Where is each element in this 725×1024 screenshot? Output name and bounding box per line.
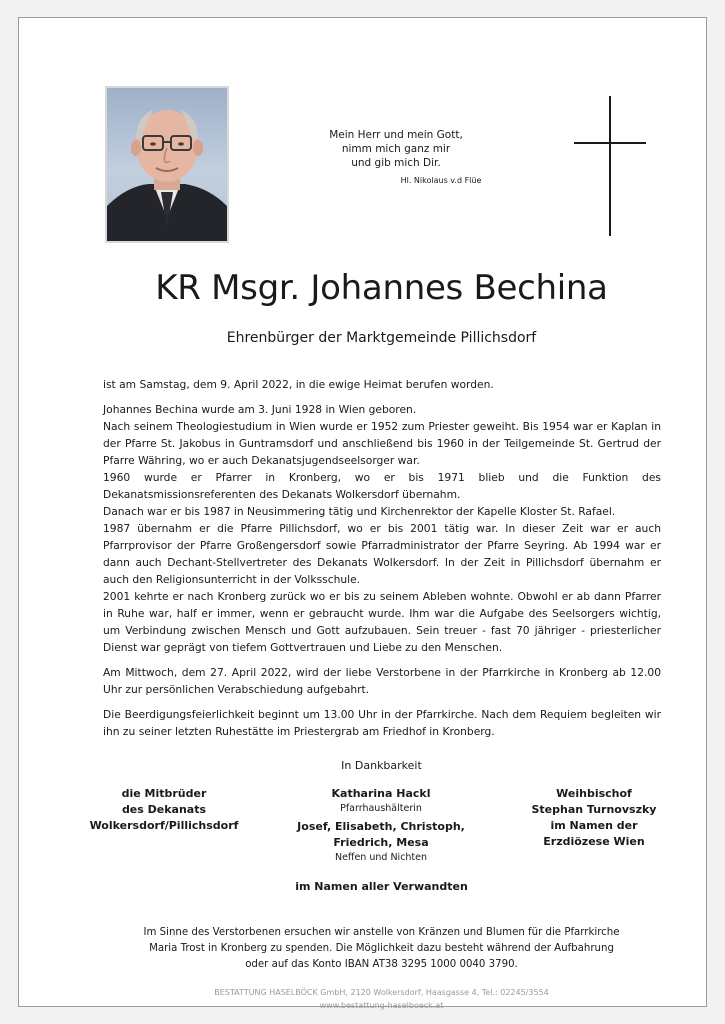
intro-paragraph: ist am Samstag, dem 9. April 2022, in die ewige Heimat berufen worden. — [103, 378, 494, 391]
mourners-middle — [281, 786, 481, 864]
cross-icon — [574, 96, 646, 236]
website-link[interactable]: www.bestattung-haselboeck.at — [319, 1001, 444, 1010]
honorary-title: Ehrenbürger der Marktgemeinde Pillichsdorf — [226, 330, 537, 346]
mourner-line: die Mitbrüder — [121, 787, 207, 800]
mourner-name: Katharina Hackl — [331, 787, 431, 800]
funeral-paragraph: Die Beerdigungsfeierlichkeit beginnt um 13.00 Uhr in der Pfarrkirche. Nach dem Requiem begleiten wir ihn zu seiner letzten Ruhestätte im Priestergrab am Friedhof in Kronberg. — [103, 708, 661, 738]
biography-paragraph — [103, 401, 661, 656]
biography-line: 2001 kehrte er nach Kronberg zurück wo er bis zu seinem Ableben wohnte. Obwohl er ab dann Pfarrer in Ruhe war, half er immer, wenn er gebraucht wurde. Ihm war die Aufgabe des Seelsorgers wichtig, um Verbindung zwischen Mensch und Gott aufzubauen. Sein treuer - fast 70 jähriger - priesterlicher Dienst war geprägt von tiefem Gottvertrauen und Liebe zu den Menschen. — [103, 590, 661, 654]
biography-line: 1960 wurde er Pfarrer in Kronberg, wo er bis 1971 blieb und die Funktion des Dekanatsmissionsreferenten des Dekanats Wolkersdorf übernahm. — [103, 471, 661, 501]
quote-line: nimm mich ganz mir — [341, 143, 451, 155]
viewing-paragraph: Am Mittwoch, dem 27. April 2022, wird der liebe Verstorbene in der Pfarrkirche in Kronberg ab 12.00 Uhr zur persönlichen Verabschiedung aufgebahrt. — [103, 666, 661, 696]
mourner-line: Weihbischof — [556, 787, 632, 800]
company-address: BESTATTUNG HASELBÖCK GmbH, 2120 Wolkersdorf, Haasgasse 4, Tel.: 02245/3554 — [214, 988, 549, 997]
mourner-line: des Dekanats — [121, 803, 207, 816]
thanks-heading: In Dankbarkeit — [341, 759, 422, 772]
biography-line: Johannes Bechina wurde am 3. Juni 1928 in Wien geboren. — [103, 403, 417, 416]
donation-note — [119, 925, 644, 973]
mourner-line: im Namen der — [550, 819, 638, 832]
obituary-card — [18, 17, 707, 1010]
mourners-right — [509, 786, 679, 850]
quote-line: und gib mich Dir. — [351, 157, 441, 169]
mourner-line: Erzdiözese Wien — [543, 835, 645, 848]
mourner-name: Friedrich, Mesa — [333, 836, 429, 849]
biography-line: 1987 übernahm er die Pfarre Pillichsdorf, wo er bis 2001 tätig war. In dieser Zeit war er auch Pfarrprovisor der Pfarre Großengersdorf sowie Pfarradministrator der Pfarre Seyring. Ab 1994 war er dann auch Dechant-Stellvertreter des Dekanats Wolkersdorf. In der Zeit in Pillichsdorf übernahm er auch den Religionsunterricht in der Volksschule. — [103, 522, 661, 586]
donation-line: Im Sinne des Verstorbenen ersuchen wir anstelle von Kränzen und Blumen für die Pfarrkirche — [143, 927, 620, 938]
biography-line: Nach seinem Theologiestudium in Wien wurde er 1952 zum Priester geweiht. Bis 1954 war er Kaplan in der Pfarre St. Jakobus in Guntramsdorf und anschließend bis 1960 in der Teilgemeinde St. Gertrud der Pfarre Währing, wo er auch Dekanatsjugendseelsorger war. — [103, 420, 661, 467]
obituary-text — [103, 376, 661, 748]
bible-quote — [281, 128, 511, 188]
biography-line: Danach war er bis 1987 in Neusimmering tätig und Kirchenrektor der Kapelle Kloster St. Rafael. — [103, 505, 616, 518]
mourners-left — [89, 786, 239, 834]
portrait-photo — [105, 86, 229, 243]
mourner-line: Stephan Turnovszky — [531, 803, 657, 816]
quote-line: Mein Herr und mein Gott, — [329, 129, 463, 141]
mourner-line: Wolkersdorf/Pillichsdorf — [89, 819, 239, 832]
quote-attribution: Hl. Nikolaus v.d Flüe — [400, 176, 482, 185]
donation-line: oder auf das Konto IBAN AT38 3295 1000 0040 3790. — [245, 959, 518, 970]
mourner-name: Josef, Elisabeth, Christoph, — [297, 820, 465, 833]
mourner-role: Pfarrhaushälterin — [340, 803, 422, 814]
mourner-role: Neffen und Nichten — [334, 852, 428, 863]
funeral-home-footer — [19, 986, 725, 1012]
deceased-name: KR Msgr. Johannes Bechina — [155, 268, 608, 308]
all-relatives: im Namen aller Verwandten — [295, 880, 468, 893]
donation-line: Maria Trost in Kronberg zu spenden. Die Möglichkeit dazu besteht während der Aufbahrung — [149, 943, 614, 954]
